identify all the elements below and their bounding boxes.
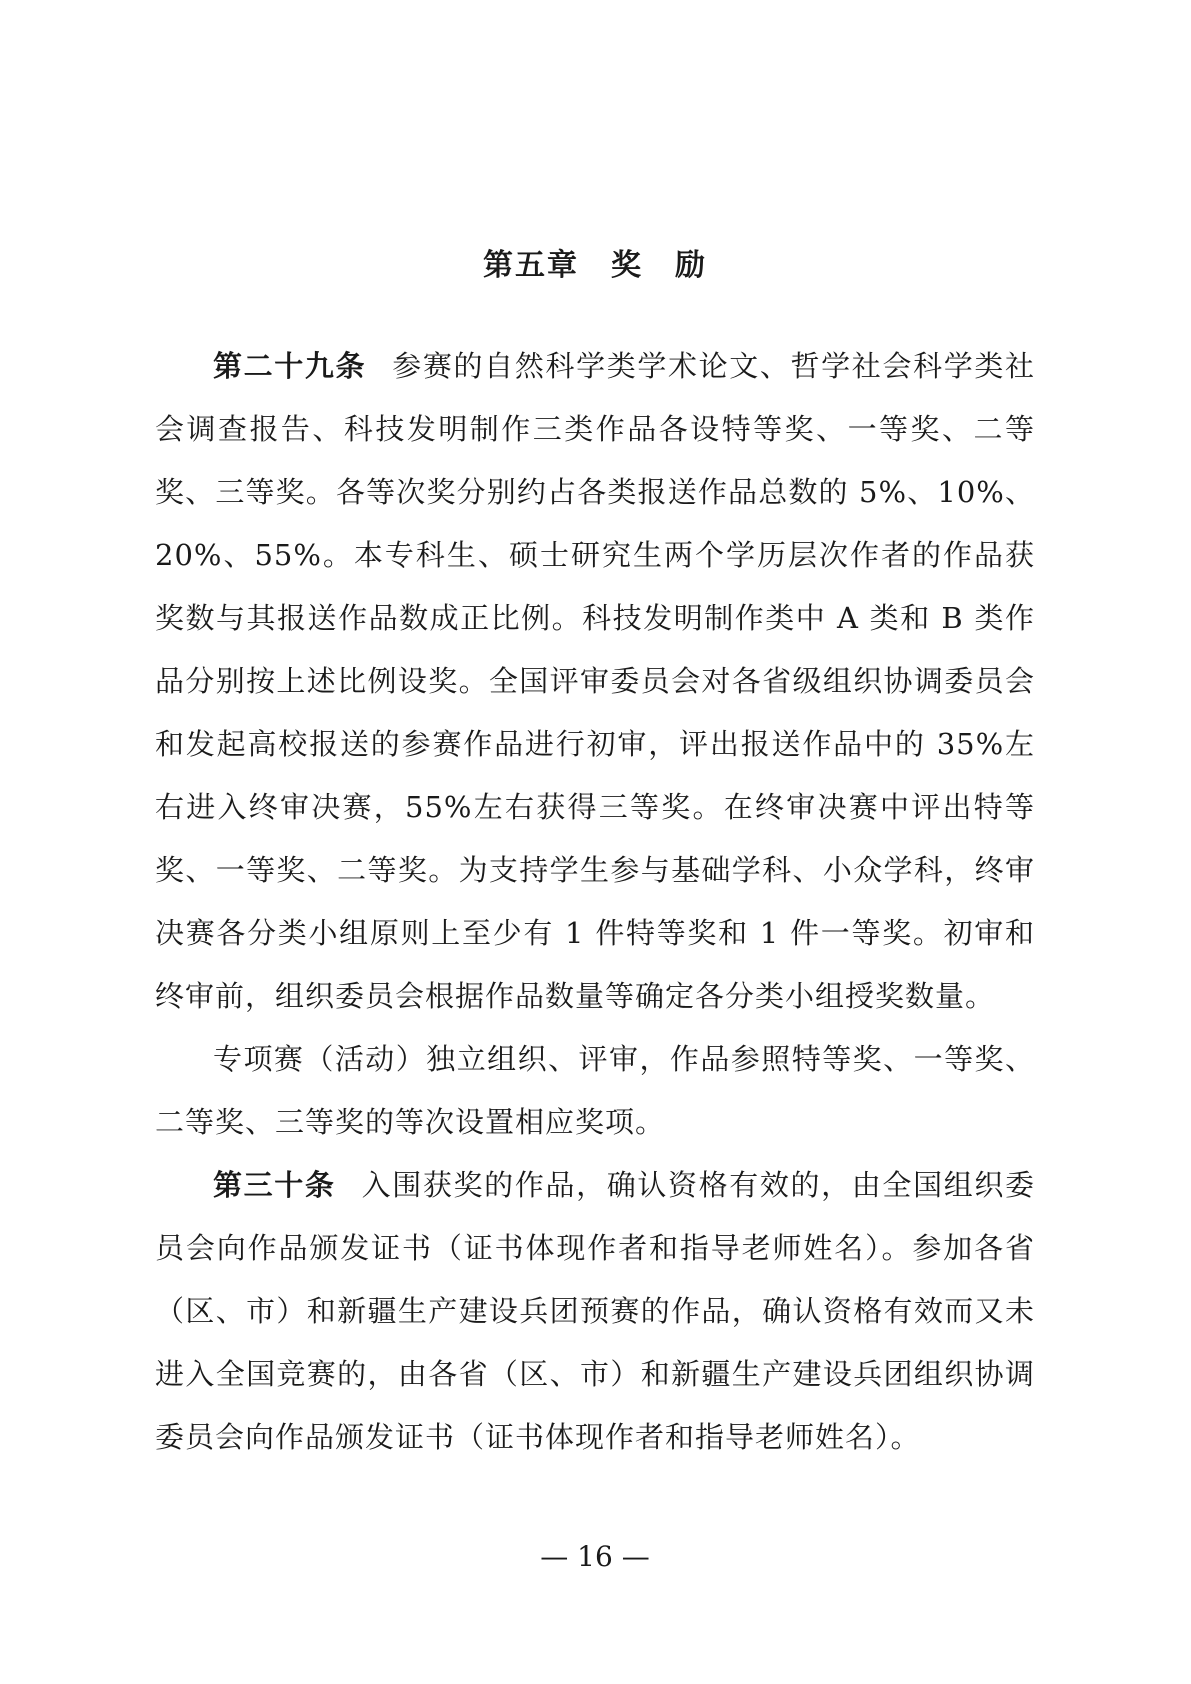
page-number: — 16 — (540, 1540, 650, 1573)
article-text: 参赛的自然科学类学术论文、哲学社会科学类社会调查报告、科技发明制作三类作品各设特等奖、一等奖、二等奖、三等奖。各等次奖分别约占各类报送作品总数的 5%、10%、20%、55%。本专科生、硕士研究生两个学历层次作者的作品获奖数与其报送作品数成正比例。科技发明制作类中 A 类和 B 类作品分别按上述比例设奖。全国评审委员会对各省级组织协调委员会和发起高校报送的参赛作品进行初审，评出报送作品中的 35%左右进入终审决赛，55%左右获得三等奖。在终审决赛中评出特等奖、一等奖、二等奖。为支持学生参与基础学科、小众学科，终审决赛各分类小组原则上至少有 1 件特等奖和 1 件一等奖。初审和终审前，组织委员会根据作品数量等确定各分类小组授奖数量。 (155, 349, 1035, 1013)
article-30 (155, 1154, 1035, 1469)
document-body (155, 335, 1035, 1469)
article-label: 第二十九条 (213, 349, 367, 383)
document-page (155, 0, 1035, 1684)
chapter-title: 第五章 奖 励 (483, 248, 707, 283)
article-29 (155, 335, 1035, 1028)
article-label: 第三十条 (213, 1168, 336, 1202)
paragraph-special-contests (155, 1028, 1035, 1154)
paragraph-text: 专项赛（活动）独立组织、评审，作品参照特等奖、一等奖、二等奖、三等奖的等次设置相应奖项。 (155, 1042, 1035, 1139)
article-text: 入围获奖的作品，确认资格有效的，由全国组织委员会向作品颁发证书（证书体现作者和指导老师姓名）。参加各省（区、市）和新疆生产建设兵团预赛的作品，确认资格有效而又未进入全国竞赛的，由各省（区、市）和新疆生产建设兵团组织协调委员会向作品颁发证书（证书体现作者和指导老师姓名）。 (155, 1168, 1035, 1454)
